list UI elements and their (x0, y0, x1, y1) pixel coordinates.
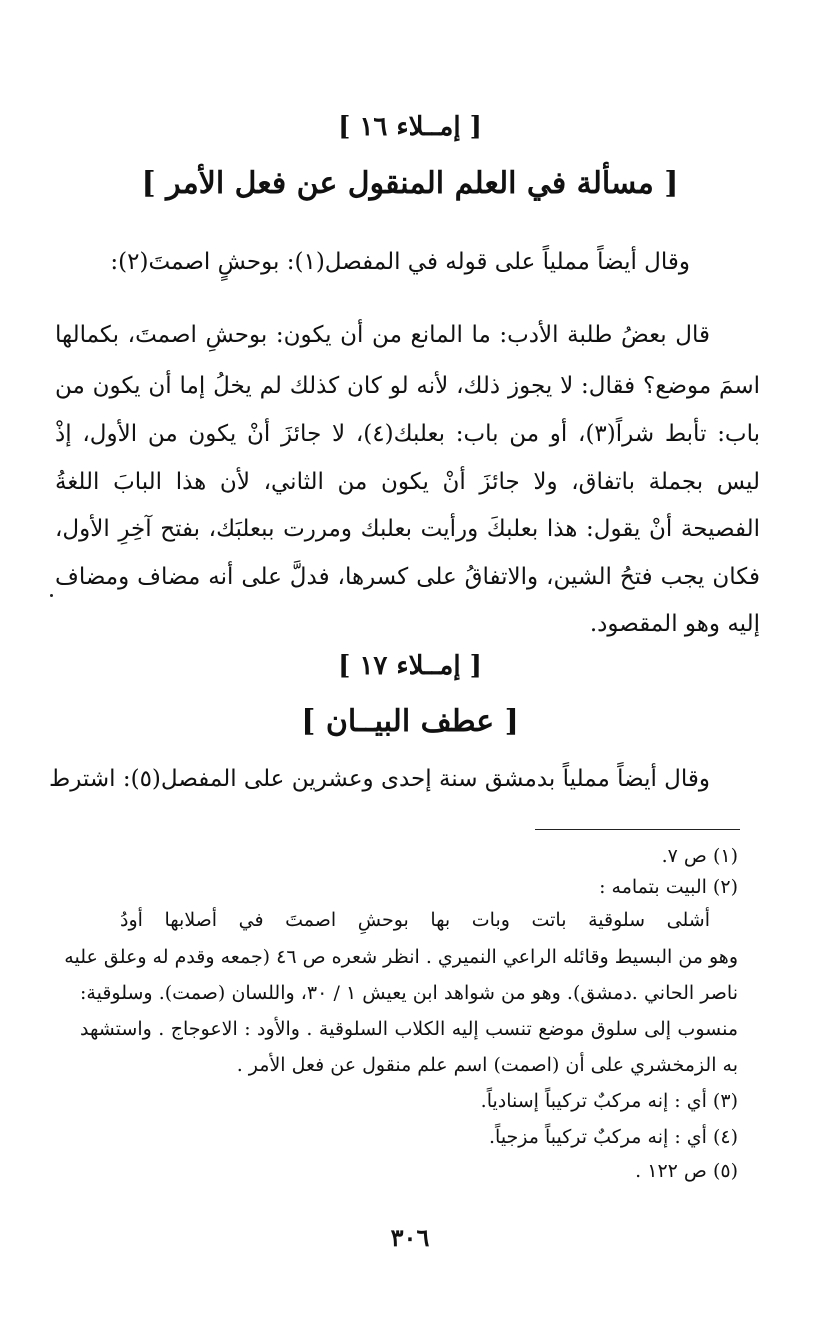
section-title-2: [ عطف البيــان ] (301, 704, 519, 739)
ink-speck (50, 594, 53, 597)
footnote-verse: أشلى سلوقية باتت وبات بها بوحشِ اصمتَ في أصلابها أودُ (120, 909, 710, 931)
footnote-separator (535, 829, 740, 830)
footnote-4: (٤) أي : إنه مركبٌ تركيباً مزجياً. (489, 1126, 738, 1148)
paragraph-line-7: إليه وهو المقصود. (589, 611, 760, 637)
footnote-5: (٥) ص ١٢٢ . (635, 1160, 738, 1182)
footnote-3: (٣) أي : إنه مركبٌ تركيباً إسنادياً. (480, 1090, 738, 1112)
paragraph-line-5: الفصيحة أنْ يقول: هذا بعلبكَ ورأيت بعلبك ومررت ببعلبَك، بفتح آخِرِ الأول، (55, 516, 760, 542)
page-number: ٣٠٦ (390, 1223, 430, 1252)
intro-line-2: وقال أيضاً مملياً بدمشق سنة إحدى وعشرين على المفصل(٥): اشترط (48, 766, 710, 792)
footnote-1: (١) ص ٧. (661, 845, 738, 867)
footnote-2-line-2: ناصر الحاني .دمشق). وهو من شواهد ابن يعيش ١ / ٣٠، واللسان (صمت). وسلوقية: (80, 982, 738, 1004)
paragraph-line-6: فكان يجب فتحُ الشين، والاتفاقُ على كسرها، فدلَّ على أنه مضاف ومضاف (55, 564, 760, 590)
intro-line-1: وقال أيضاً مملياً على قوله في المفصل(١): بوحشٍ اصمتَ(٢): (110, 249, 690, 275)
paragraph-line-4: ليس بجملة باتفاق، ولا جائزَ أنْ يكون من الثاني، لأن هذا البابَ اللغةُ (55, 469, 760, 495)
dictation-heading-17: [ إمــلاء ١٧ ] (338, 651, 482, 681)
paragraph-line-3: باب: تأبط شراً(٣)، أو من باب: بعلبك(٤)، لا جائزَ أنْ يكون من الأول، إذْ (55, 421, 760, 447)
paragraph-line-2: اسمَ موضع؟ فقال: لا يجوز ذلك، لأنه لو كان كذلك لم يخلُ إما أن يكون من (55, 373, 760, 399)
footnote-2-line-1: وهو من البسيط وقائله الراعي النميري . انظر شعره ص ٤٦ (جمعه وقدم له وعلق عليه (64, 946, 738, 968)
footnote-2-line-4: به الزمخشري على أن (اصمت) اسم علم منقول عن فعل الأمر . (236, 1054, 738, 1076)
paragraph-line-1: قال بعضُ طلبة الأدب: ما المانع من أن يكون: بوحشِ اصمتَ، بكمالها (55, 322, 710, 348)
footnote-2: (٢) البيت بتمامه : (599, 876, 738, 898)
section-title-1: [ مسألة في العلم المنقول عن فعل الأمر ] (141, 166, 679, 201)
footnote-2-line-3: منسوب إلى سلوق موضع تنسب إليه الكلاب السلوقية . والأود : الاعوجاج . واستشهد (80, 1018, 738, 1040)
dictation-heading-16: [ إمــلاء ١٦ ] (338, 112, 482, 142)
